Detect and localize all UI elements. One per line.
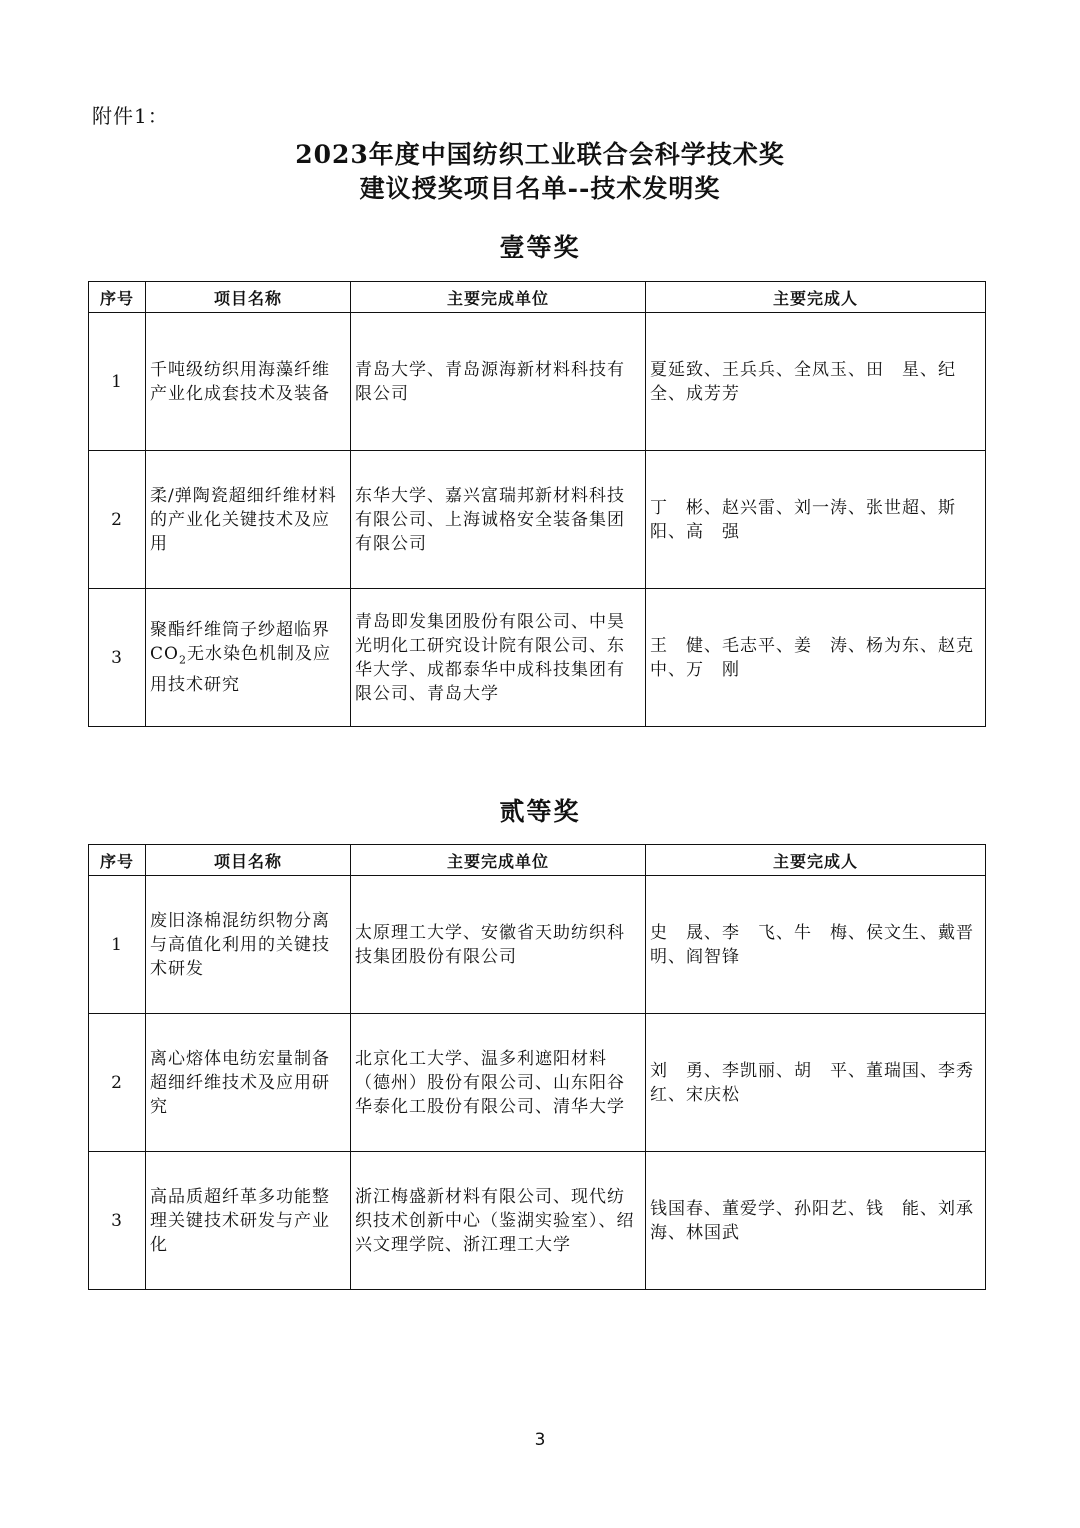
project-name-part: 无水染色机制及应用技术研究 [150,644,331,695]
cell-person: 刘 勇、李凯丽、胡 平、董瑞国、李秀红、宋庆松 [646,1014,986,1152]
award-table-first [88,281,986,727]
table-header-row [89,845,986,876]
table-row [89,589,986,727]
header-unit: 主要完成单位 [351,282,646,313]
table-row [89,1014,986,1152]
cell-unit: 东华大学、嘉兴富瑞邦新材料科技有限公司、上海诚格安全装备集团有限公司 [351,451,646,589]
cell-person: 史 晟、李 飞、牛 梅、侯文生、戴晋明、阎智锋 [646,876,986,1014]
cell-person: 王 健、毛志平、姜 涛、杨为东、赵克中、万 刚 [646,589,986,727]
cell-seq: 3 [89,1152,146,1290]
award-table-second [88,844,986,1290]
cell-person: 钱国春、董爱学、孙阳艺、钱 能、刘承海、林国武 [646,1152,986,1290]
cell-seq: 1 [89,876,146,1014]
page-title: 2023年度中国纺织工业联合会科学技术奖 [295,140,785,169]
cell-project-name [146,589,351,727]
cell-project-name: 离心熔体电纺宏量制备超细纤维技术及应用研究 [146,1014,351,1152]
project-name-part: 聚酯纤维筒子纱超临界CO [150,620,330,665]
header-person: 主要完成人 [646,282,986,313]
table-row [89,313,986,451]
attachment-label: 附件1： [92,104,169,128]
cell-unit: 青岛即发集团股份有限公司、中昊光明化工研究设计院有限公司、东华大学、成都泰华中成科技集团有限公司、青岛大学 [351,589,646,727]
page-subtitle: 建议授奖项目名单--技术发明奖 [359,174,721,203]
header-seq: 序号 [89,282,146,313]
cell-project-name: 废旧涤棉混纺织物分离与高值化利用的关键技术研发 [146,876,351,1014]
cell-project-name: 千吨级纺织用海藻纤维产业化成套技术及装备 [146,313,351,451]
table-header-row [89,282,986,313]
grade-heading-first: 壹等奖 [499,233,581,262]
cell-seq: 3 [89,589,146,727]
cell-person: 夏延致、王兵兵、全凤玉、田 星、纪 全、成芳芳 [646,313,986,451]
header-name: 项目名称 [146,282,351,313]
cell-person: 丁 彬、赵兴雷、刘一涛、张世超、斯 阳、高 强 [646,451,986,589]
header-unit: 主要完成单位 [351,845,646,876]
cell-unit: 北京化工大学、温多利遮阳材料（德州）股份有限公司、山东阳谷华泰化工股份有限公司、清华大学 [351,1014,646,1152]
header-person: 主要完成人 [646,845,986,876]
header-name: 项目名称 [146,845,351,876]
cell-project-name: 高品质超纤革多功能整理关键技术研发与产业化 [146,1152,351,1290]
cell-unit: 浙江梅盛新材料有限公司、现代纺织技术创新中心（鉴湖实验室）、绍兴文理学院、浙江理工大学 [351,1152,646,1290]
table-row [89,451,986,589]
cell-seq: 1 [89,313,146,451]
cell-unit: 青岛大学、青岛源海新材料科技有限公司 [351,313,646,451]
grade-heading-second: 贰等奖 [499,797,581,826]
table-row [89,876,986,1014]
header-seq: 序号 [89,845,146,876]
cell-seq: 2 [89,451,146,589]
subscript-two: 2 [178,653,187,667]
cell-unit: 太原理工大学、安徽省天助纺织科技集团股份有限公司 [351,876,646,1014]
cell-seq: 2 [89,1014,146,1152]
page-number: 3 [534,1430,546,1450]
cell-project-name: 柔/弹陶瓷超细纤维材料的产业化关键技术及应用 [146,451,351,589]
table-row [89,1152,986,1290]
